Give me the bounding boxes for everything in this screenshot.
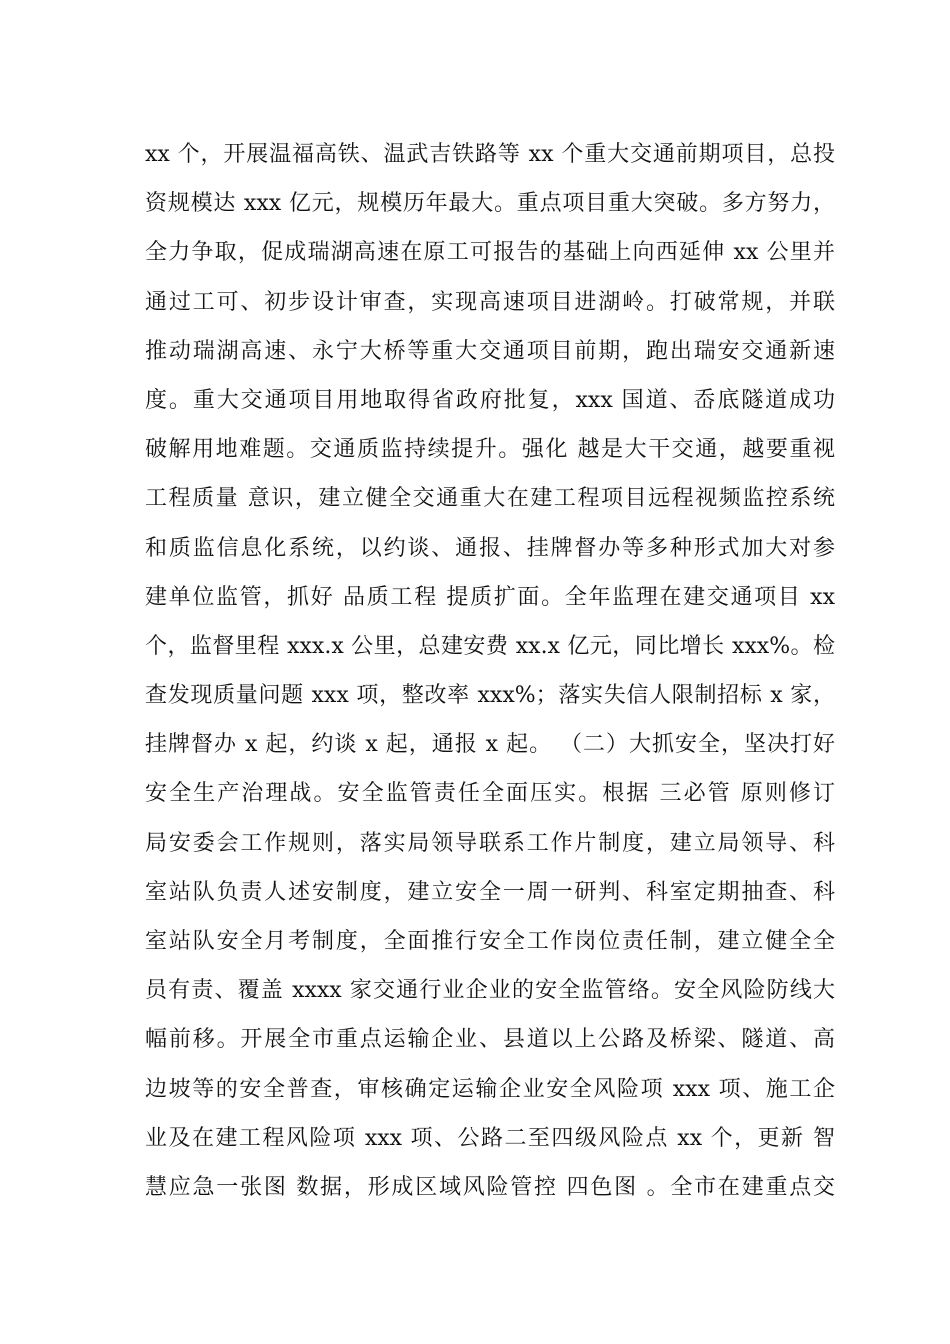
text-line: xx 个，开展温福高铁、温武吉铁路等 xx 个重大交通前期项目，总投 [145, 142, 835, 167]
text-line: 度。重大交通项目用地取得省政府批复，xxx 国道、岙底隧道成功 [145, 387, 835, 413]
text-line: 和质监信息化系统，以约谈、通报、挂牌督办等多种形式加大对参 [145, 535, 835, 561]
text-line: 慧应急一张图 数据，形成区域风险管控 四色图 。全市在建重点交 [145, 1174, 835, 1200]
text-line: 边坡等的安全普查，审核确定运输企业安全风险项 xxx 项、施工企 [145, 1076, 835, 1102]
text-line: 建单位监管，抓好 品质工程 提质扩面。全年监理在建交通项目 xx [145, 584, 835, 610]
text-line: 查发现质量问题 xxx 项，整改率 xxx%；落实失信人限制招标 x 家， [145, 683, 835, 709]
text-line: 个，监督里程 xxx.x 公里，总建安费 xx.x 亿元，同比增长 xxx%。检 [145, 633, 835, 659]
text-line: 通过工可、初步设计审查，实现高速项目进湖岭。打破常规，并联 [145, 289, 835, 315]
text-line: 局安委会工作规则，落实局领导联系工作片制度，建立局领导、科 [145, 830, 835, 856]
text-line: 挂牌督办 x 起，约谈 x 起，通报 x 起。 （二）大抓安全，坚决打好 [145, 732, 835, 758]
text-line: 破解用地难题。交通质监持续提升。强化 越是大干交通，越要重视 [145, 437, 835, 463]
text-line: 幅前移。开展全市重点运输企业、县道以上公路及桥梁、隧道、高 [145, 1027, 835, 1053]
text-line: 工程质量 意识，建立健全交通重大在建工程项目远程视频监控系统 [145, 486, 835, 512]
body-text [145, 130, 835, 1212]
text-line: 全力争取，促成瑞湖高速在原工可报告的基础上向西延伸 xx 公里并 [145, 240, 835, 266]
text-line: 员有责、覆盖 xxxx 家交通行业企业的安全监管络。安全风险防线大 [145, 978, 835, 1004]
text-line: 业及在建工程风险项 xxx 项、公路二至四级风险点 xx 个，更新 智 [145, 1125, 835, 1151]
text-line: 安全生产治理战。安全监管责任全面压实。根据 三必管 原则修订 [145, 781, 835, 807]
text-line: 资规模达 xxx 亿元，规模历年最大。重点项目重大突破。多方努力， [145, 191, 835, 217]
text-line: 推动瑞湖高速、永宁大桥等重大交通项目前期，跑出瑞安交通新速 [145, 338, 835, 364]
text-line: 室站队负责人述安制度，建立安全一周一研判、科室定期抽查、科 [145, 879, 835, 905]
text-line: 室站队安全月考制度，全面推行安全工作岗位责任制，建立健全全 [145, 929, 835, 954]
